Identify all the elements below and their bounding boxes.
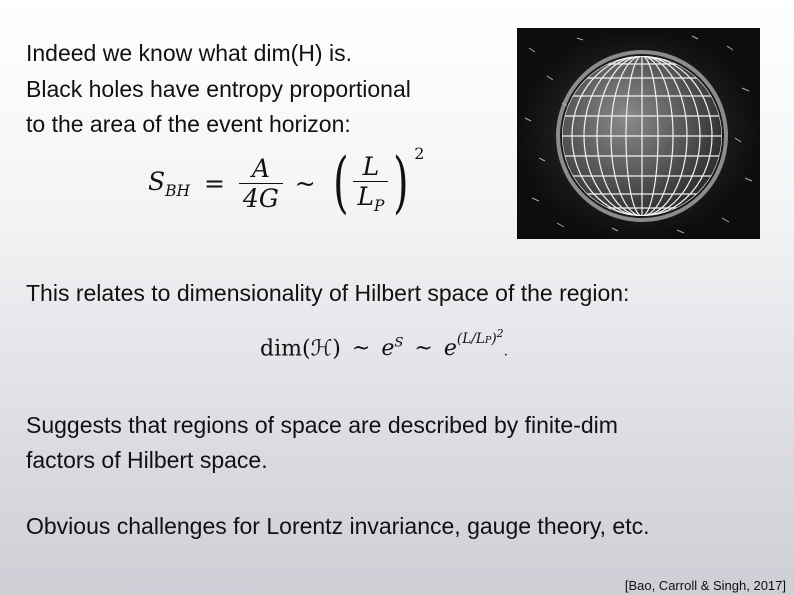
citation: [Bao, Carroll & Singh, 2017] xyxy=(624,578,786,593)
sim-sign: ~ xyxy=(294,168,316,198)
challenges-line: Obvious challenges for Lorentz invariance, gauge theory, etc. xyxy=(26,513,650,539)
trailing-period: . xyxy=(503,343,509,360)
entropy-formula xyxy=(148,144,425,230)
intro-line-3: to the area of the event horizon: xyxy=(26,111,351,137)
square-power: 2 xyxy=(414,144,425,163)
exp-length-ratio: $e^{(L/LP)^2}$ xyxy=(443,327,504,362)
exp-entropy: $e^S$ xyxy=(381,336,404,362)
dimension-formula xyxy=(260,327,509,362)
sim-sign-1: ~ xyxy=(351,336,371,362)
equals-sign: = xyxy=(204,168,225,198)
length-ratio: $\frac{L}{L_P}$ xyxy=(353,152,388,215)
right-paren: ) xyxy=(393,144,410,221)
sim-sign-2: ~ xyxy=(414,336,433,362)
area-fraction: $\frac{A}{4G}$ xyxy=(239,154,283,213)
intro-line-1: Indeed we know what dim(H) is. xyxy=(26,40,352,66)
relation-line: This relates to dimensionality of Hilbert space of the region: xyxy=(26,280,630,306)
dim-hilbert: dim(ℋ) xyxy=(260,336,341,362)
entropy-symbol: $S_{BH}$ xyxy=(148,166,191,200)
suggests-line-1: Suggests that regions of space are described by finite-dim xyxy=(26,412,618,438)
suggests-line-2: factors of Hilbert space. xyxy=(26,447,268,473)
intro-line-2: Black holes have entropy proportional xyxy=(26,76,411,102)
left-paren: ( xyxy=(332,144,349,221)
black-hole-grid-image xyxy=(517,28,760,239)
